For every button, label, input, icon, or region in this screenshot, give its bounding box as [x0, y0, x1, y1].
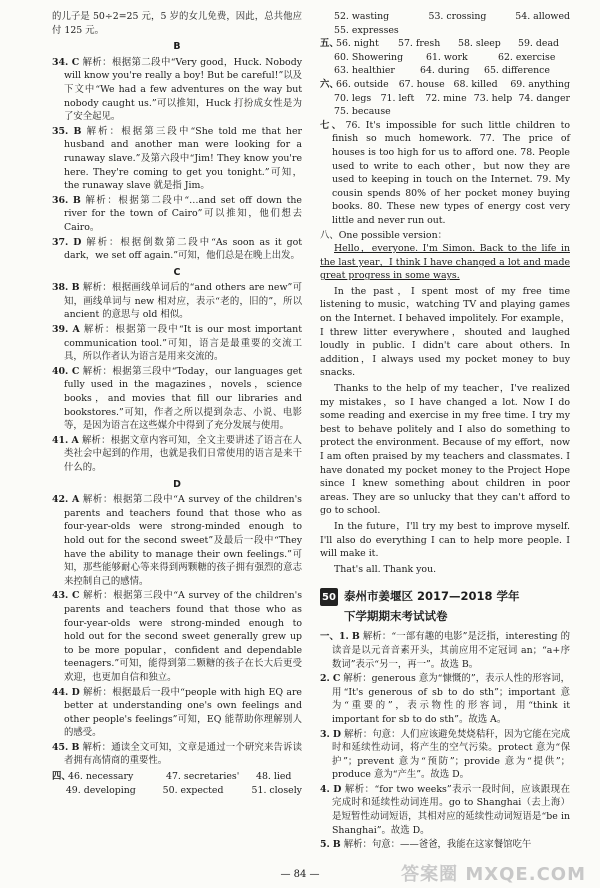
answer-item: [52, 125, 302, 193]
vocab-item: 58. sleep: [458, 38, 501, 50]
answer-letter: B: [351, 631, 360, 643]
answer-item: [52, 281, 302, 322]
question-number: 45.: [52, 741, 69, 753]
question-number: 36.: [52, 194, 69, 206]
exam-title-line2: 下学期期末考试试卷: [344, 609, 448, 624]
section-four-label: 四、: [52, 771, 71, 783]
question-number: 35.: [52, 125, 69, 137]
vocab-item: 51. closely: [251, 784, 302, 796]
vocab-item: 73. help: [473, 92, 513, 104]
explanation-text: 解析：根据第二段中“…and set off down the river for the town of Cairo”可以推知，他们想去 Cairo。: [64, 194, 302, 233]
answer-item: [52, 493, 302, 588]
explanation-text: 解析：通读全文可知，文章是通过一个研究来告诉读者拥有高情商的重要性。: [64, 741, 302, 767]
explanation-text: 解析：根据画线单词后的“and others are new”可知，画线单词与 new 相对应，表示“老的，旧的”，所以 ancient 的意思与 old 相似。: [64, 282, 302, 321]
answer-letter: D: [73, 236, 82, 248]
answer-letter: A: [72, 324, 80, 336]
vocab-item: 62. exercise: [498, 51, 556, 63]
vocab-item: 57. fresh: [398, 38, 441, 50]
answer-item: [52, 434, 302, 475]
question-number: 38.: [52, 282, 69, 294]
explanation-text: 解析：句意：——爸爸，我能在这家餐馆吃午: [343, 839, 532, 851]
answer-letter: B: [71, 741, 80, 753]
intro-text: 的儿子是 50÷2=25 元，5 岁的女儿免费，因此，总共他应付 125 元。: [52, 11, 302, 36]
explanation-text: 解析：根据最后一段中“people with high EQ are better at understanding one's own feelings and other people's feelings”可知，EQ 能帮助你理解别人的感受。: [64, 686, 302, 739]
section-seven-label: 七、: [320, 119, 344, 131]
section-d-heading: D: [173, 478, 181, 490]
vocab-item: 56. night: [336, 38, 379, 50]
vocab-item: 47. secretaries': [166, 771, 240, 783]
vocab-item: 69. anything: [510, 78, 570, 90]
answer-letter: C: [332, 673, 341, 685]
explanation-text: 解析：根据第一段中“It is our most important communication tool.”可知，语言是最重要的交流工具，所以作者认为语言是用来交流的。: [64, 324, 302, 363]
explanation-text: 解析：根据第二段中“Very good，Huck. Nobody will know you're really a boy! But be careful!”以及下文中“We had a few adventures on the way but nobody caught us.”可以推知，Huck 打扮成女性是为了安全起见。: [64, 56, 302, 123]
explanation-text: 解析：“for two weeks”表示一段时间，应该跟现在完成时和延续性动词连用。go to Shanghai（去上海）是短暂性动词短语，其相对应的延续性动词短语是“be in Shanghai”。故选 D。: [332, 783, 570, 836]
right-column: [320, 10, 570, 853]
answer-letter: D: [71, 686, 80, 698]
answer-letter: B: [332, 839, 341, 851]
answer-letter: C: [71, 56, 80, 68]
section-c-heading: C: [173, 266, 181, 278]
question-number: 一、1.: [320, 631, 349, 643]
vocab-item: 49. developing: [65, 784, 136, 796]
explanation-text: 解析：根据第三段中“Today，our languages get fully used in the magazines，novels，science books，and movies that fill our libraries and bookstores.”可知，作者之所以提到杂志、小说、电影等，是因为语言在这些媒介中得到了充分发展与使用。: [64, 365, 303, 432]
essay-paragraph: In the past，I spent most of my free time listening to music，watching TV and playing games on the Internet. I behaved impolitely. For example，I threw litter everywhere，shouted and laughed loudly in public. I didn't care about others. In addition，I always used my pocket money to buy snacks.: [320, 285, 570, 379]
vocab-item: 71. left: [380, 92, 415, 104]
vocab-item: 48. lied: [256, 771, 292, 783]
left-column: [52, 10, 302, 797]
section-b-heading: B: [173, 41, 181, 53]
vocab-item: 75. because: [334, 106, 391, 118]
question-number: 42.: [52, 494, 69, 506]
explanation-text: 解析：根据第三段中“A survey of the children's parents and teachers found that those who as four-year-olds were strong-minded enough to hold out for the second sweet generally grew up to be more popular，confident and dependable teenagers.”可知，能得到第二颗糖的孩子在长大后更受欢迎，也更加自信和独立。: [64, 590, 303, 683]
vocab-item: 60. Showering: [334, 51, 404, 63]
vocab-item: 54. allowed: [515, 11, 570, 22]
vocab-item: 50. expected: [162, 784, 224, 796]
vocab-item: 66. outside: [336, 78, 389, 90]
vocab-item: 63. healthier: [334, 65, 395, 77]
vocab-item: 72. mine: [425, 92, 467, 104]
answer-item: [52, 323, 302, 364]
vocab-item: 59. dead: [518, 38, 560, 50]
vocab-item: 65. difference: [484, 65, 550, 77]
vocab-item: 55. expresses: [334, 24, 399, 36]
watermark: 答案圈 MXQE.COM: [401, 864, 586, 886]
essay-paragraph: Thanks to the help of my teacher，I've realized my mistakes，so I have changed a lot. Now I do some reading and exercise in my free time. I try my best to behave politely and I also do something to protect the environment. Because of my effort，now I am often praised by my teachers and classmates. I have donated my pocket money to the Project Hope since I knew something about children in poor areas. They are so unlucky that they can't afford to go to school.: [320, 383, 570, 517]
question-number: 4.: [320, 783, 330, 795]
question-number: 37.: [52, 236, 69, 248]
section-five-label: 五、: [320, 38, 339, 50]
section-four: [52, 770, 302, 797]
answer-letter: C: [71, 365, 80, 377]
vocab-item: 68. killed: [453, 78, 498, 90]
vocab-item: 74. danger: [518, 92, 570, 104]
explanation-text: 解析：根据第三段中“She told me that her husband and another man were looking for a runaway slave.”及第六段中“Jim! They know you're here. They're coming to get you tonight.”可知，the runaway slave 就是指 Jim。: [64, 125, 302, 192]
vocab-item: 67. house: [398, 78, 445, 90]
essay-paragraph: That's all. Thank you.: [334, 563, 437, 575]
answer-letter: B: [72, 194, 81, 206]
vocab-item: 64. during: [420, 65, 470, 77]
question-number: 44.: [52, 686, 69, 698]
explanation-text: 解析：根据倒数第二段中“As soon as it got dark，we set off again.”可知，他们总是在晚上出发。: [64, 236, 302, 262]
essay: [320, 242, 570, 576]
answer-item: [52, 686, 302, 740]
page-number: — 84 —: [280, 869, 320, 880]
answer-letter: A: [71, 494, 80, 506]
vocab-item: 70. legs: [334, 92, 372, 104]
exam-title-line1: 泰州市姜堰区 2017—2018 学年: [344, 589, 520, 604]
section-six-label: 六、: [320, 78, 339, 90]
answer-item: [320, 783, 570, 837]
exam-number-badge: 50: [320, 588, 338, 606]
question-number: 39.: [52, 324, 69, 336]
exam-banner: [320, 588, 570, 606]
vocab-item: 52. wasting: [334, 11, 390, 22]
question-number: 41.: [52, 434, 69, 446]
question-number: 43.: [52, 590, 69, 602]
answer-item: [52, 194, 302, 235]
vocab-item: 53. crossing: [428, 11, 487, 22]
question-number: 40.: [52, 365, 69, 377]
answer-letter: B: [73, 125, 82, 137]
answer-letter: D: [333, 783, 342, 795]
answer-item: [52, 365, 302, 433]
question-number: 5.: [320, 839, 330, 851]
explanation-text: 解析：根据第二段中“A survey of the children's parents and teachers found that those who as four-year-olds were strong-minded enough to hold out for the second sweet”及最后一段中“They have the ability to manage their own feelings.”可知，那些能够耐心等来得到两颗糖的孩子拥有强烈的意志来控制自己的感情。: [64, 494, 302, 587]
answer-item: [52, 741, 302, 768]
question-number: 34.: [52, 56, 69, 68]
answer-item: [52, 589, 302, 684]
question-number: 3.: [320, 728, 330, 740]
answer-item: [320, 728, 570, 782]
section-seven: [320, 119, 570, 228]
explanation-text: 解析：根据文章内容可知，全文主要讲述了语言在人类社会中起到的作用，也就是我们日常使用的语言是来干什么的。: [64, 434, 302, 473]
answer-letter: B: [71, 282, 80, 294]
essay-paragraph: Hello，everyone. I'm Simon. Back to the life in the last year，I think I have changed a lot and made great progress in some ways.: [320, 243, 570, 282]
question-number: 2.: [320, 673, 330, 685]
answer-item: [320, 630, 570, 671]
explanation-text: 解析：generous 意为“慷慨的”，表示人性的形容词，用“It's generous of sb to do sth”；important 意为“重要的”，表示物性的形容词，用“think it important for sb to do sth”。故选 A。: [332, 673, 570, 725]
explanation-text: 解析：“一部有趣的电影”是泛指，interesting 的读音是以元音音素开头，其前应用不定冠词 an；“a+序数词”表示“另一，再一”。故选 B。: [332, 631, 570, 670]
answer-item: [52, 236, 302, 263]
answer-item: [320, 838, 570, 852]
section-seven-text: 76. It's impossible for such little children to finish so much homework. 77. The price of houses is too high for us to afford one. 78. People used to write to each other，but now they are used to keeping in touch on the Internet. 79. My cousin spends 80% of her pocket money buying books. 80. These new types of energy cost very little and never run out.: [332, 119, 570, 226]
answer-item: [52, 56, 302, 124]
answer-letter: A: [71, 434, 79, 446]
answer-letter: D: [332, 728, 341, 740]
section-eight-heading: 八、One possible version：: [320, 229, 447, 241]
essay-paragraph: In the future，I'll try my best to improve myself. I'll also do everything I can to help more people. I will make it.: [320, 520, 570, 560]
answer-item: [320, 672, 570, 726]
answer-letter: C: [71, 590, 80, 602]
explanation-text: 解析：句意：人们应该避免焚烧秸秆，因为它能在完成时和延续性动词，将产生的空气污染。protect 意为“保护”；prevent 意为“预防”；provide 意为“提供”；produce 意为“产生”。故选 D。: [332, 728, 570, 781]
vocab-item: 46. necessary: [68, 771, 134, 783]
vocab-item: 61. work: [426, 51, 468, 63]
